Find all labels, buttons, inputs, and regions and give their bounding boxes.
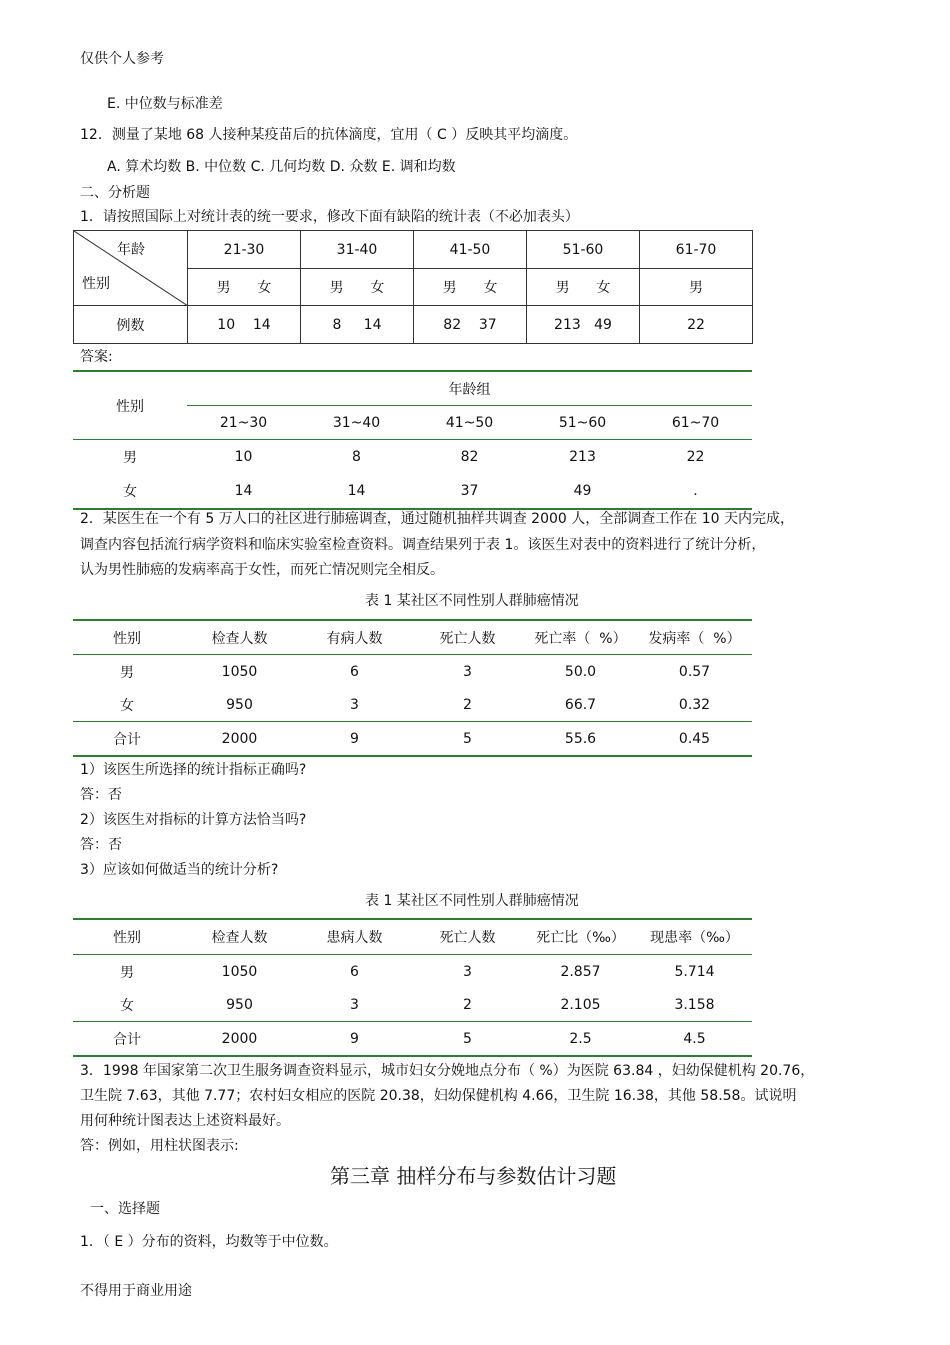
value-cell: 0.45 bbox=[637, 722, 752, 757]
sex-header-cell: 男 女 bbox=[414, 269, 527, 306]
page-header: 仅供个人参考 bbox=[80, 51, 164, 67]
age-header-cell: 31~40 bbox=[300, 406, 413, 440]
value-cell: 0.57 bbox=[678, 663, 711, 680]
age-header-cell: 31-40 bbox=[301, 231, 414, 269]
answer-label: 答案: bbox=[80, 349, 113, 365]
corner-top-label: 年龄 bbox=[117, 242, 145, 258]
analysis-question-2-line3: 认为男性肺癌的发病率高于女性，而死亡情况则完全相反。 bbox=[80, 562, 444, 578]
value-cell: 50.0 bbox=[564, 663, 597, 680]
value-cell: 4.5 bbox=[637, 1022, 752, 1057]
value-cell: 2.857 bbox=[560, 963, 601, 980]
count-cell: 8 14 bbox=[301, 306, 414, 344]
row-label-cell: 女 bbox=[73, 688, 181, 722]
value-cell: 6 bbox=[350, 963, 359, 980]
sex-header: 性别 bbox=[73, 371, 187, 440]
row-label-cell: 男 bbox=[120, 964, 134, 981]
value-cell: 2000 bbox=[181, 722, 298, 757]
section-analysis-heading: 二、分析题 bbox=[80, 185, 150, 201]
chapter-title: 第三章 抽样分布与参数估计习题 bbox=[330, 1164, 617, 1188]
value-cell: 5 bbox=[411, 1022, 524, 1057]
sex-header-cell: 男 女 bbox=[188, 269, 301, 306]
value-cell: 2 bbox=[411, 988, 524, 1022]
sub-answer-2: 答：否 bbox=[80, 837, 122, 853]
age-header-cell: 21~30 bbox=[187, 406, 300, 440]
value-cell: 22 bbox=[686, 449, 705, 465]
value-cell: 6 bbox=[350, 663, 359, 680]
column-header: 检查人数 bbox=[181, 919, 298, 955]
analysis-question-3-line2: 卫生院 7.63，其他 7.77；农村妇女相应的医院 20.38，妇幼保健机构 4.66，卫生院 16.38，其他 58.58。试说明 bbox=[80, 1088, 797, 1104]
value-cell: 9 bbox=[298, 722, 411, 757]
value-cell: 5.714 bbox=[674, 963, 715, 980]
column-header: 死亡率（ %） bbox=[524, 620, 637, 655]
sub-question-1: 1）该医生所选择的统计指标正确吗? bbox=[80, 762, 307, 778]
value-cell: 213 bbox=[569, 449, 596, 465]
value-cell: 2 bbox=[411, 688, 524, 722]
value-cell: 37 bbox=[413, 474, 526, 509]
value-cell: 3 bbox=[298, 688, 411, 722]
age-header-cell: 21-30 bbox=[188, 231, 301, 269]
table-caption: 表 1 某社区不同性别人群肺癌情况 bbox=[365, 893, 579, 909]
value-cell: 5 bbox=[411, 722, 524, 757]
sub-answer-1: 答：否 bbox=[80, 787, 122, 803]
analysis-question-2-line2: 调查内容包括流行病学资料和临床实验室检查资料。调查结果列于表 1。该医生对表中的资料进行了统计分析， bbox=[80, 537, 766, 553]
flawed-stat-table bbox=[73, 230, 753, 344]
column-header: 死亡人数 bbox=[411, 620, 524, 655]
row-label-cell: 女 bbox=[73, 474, 187, 509]
row-label-cell: 例数 bbox=[74, 306, 188, 344]
column-header: 死亡比（‰） bbox=[524, 919, 637, 955]
age-header-cell: 51-60 bbox=[527, 231, 640, 269]
count-cell: 22 bbox=[640, 306, 753, 344]
value-cell: 9 bbox=[298, 1022, 411, 1057]
value-cell: 2.105 bbox=[524, 988, 637, 1022]
count-cell: 82 37 bbox=[414, 306, 527, 344]
diagonal-header-cell bbox=[74, 231, 188, 306]
value-cell: . bbox=[639, 474, 752, 509]
column-header: 检查人数 bbox=[181, 620, 298, 655]
analysis-question-1: 1．请按照国际上对统计表的统一要求，修改下面有缺陷的统计表（不必加表头） bbox=[80, 209, 579, 225]
sub-question-3: 3）应该如何做适当的统计分析? bbox=[80, 862, 279, 878]
row-label-cell: 男 bbox=[120, 664, 134, 681]
value-cell: 3.158 bbox=[637, 988, 752, 1022]
value-cell: 950 bbox=[181, 988, 298, 1022]
analysis-question-2-line1: 2．某医生在一个有 5 万人口的社区进行肺癌调查，通过随机抽样共调查 2000 人，全部调查工作在 10 天内完成， bbox=[80, 511, 794, 527]
row-label-cell: 男 bbox=[123, 450, 137, 466]
corner-bottom-label: 性别 bbox=[82, 276, 110, 292]
age-header-cell: 61-70 bbox=[640, 231, 753, 269]
lung-cancer-table-corrected bbox=[73, 918, 752, 1057]
sex-header-cell: 男 bbox=[640, 269, 753, 306]
count-cell: 10 14 bbox=[188, 306, 301, 344]
age-header-cell: 51~60 bbox=[526, 406, 639, 440]
question-12: 12．测量了某地 68 人接种某疫苗后的抗体滴度，宜用（ C ）反映其平均滴度。 bbox=[80, 127, 578, 143]
analysis-question-3-line1: 3．1998 年国家第二次卫生服务调查资料显示，城市妇女分娩地点分布（ %）为医院 63.84 ，妇幼保健机构 20.76， bbox=[80, 1063, 815, 1079]
value-cell: 3 bbox=[298, 988, 411, 1022]
sub-question-2: 2）该医生对指标的计算方法恰当吗? bbox=[80, 812, 307, 828]
value-cell: 2000 bbox=[181, 1022, 298, 1057]
lung-cancer-table-original bbox=[73, 619, 752, 757]
choice-question-1: 1．（ E ）分布的资料，均数等于中位数。 bbox=[80, 1234, 338, 1250]
question-12-options: A. 算术均数 B. 中位数 C. 几何均数 D. 众数 E. 调和均数 bbox=[107, 159, 456, 175]
page-footer: 不得用于商业用途 bbox=[80, 1283, 192, 1299]
value-cell: 950 bbox=[181, 688, 298, 722]
age-header-cell: 41-50 bbox=[414, 231, 527, 269]
section-choice-heading: 一、选择题 bbox=[90, 1201, 160, 1217]
column-header: 患病人数 bbox=[298, 919, 411, 955]
value-cell: 14 bbox=[300, 474, 413, 509]
total-label-cell: 合计 bbox=[73, 722, 181, 757]
column-header: 性别 bbox=[73, 919, 181, 955]
value-cell: 3 bbox=[463, 663, 472, 680]
row-label-cell: 女 bbox=[73, 988, 181, 1022]
total-label-cell: 合计 bbox=[73, 1022, 181, 1057]
age-header-cell: 41~50 bbox=[413, 406, 526, 440]
value-cell: 49 bbox=[526, 474, 639, 509]
value-cell: 1050 bbox=[221, 663, 258, 680]
count-cell: 213 49 bbox=[527, 306, 640, 344]
sex-header-cell: 男 女 bbox=[301, 269, 414, 306]
value-cell: 66.7 bbox=[524, 688, 637, 722]
value-cell: 14 bbox=[187, 474, 300, 509]
value-cell: 10 bbox=[234, 449, 253, 465]
value-cell: 82 bbox=[460, 449, 479, 465]
corrected-stat-table bbox=[73, 370, 752, 510]
table-caption: 表 1 某社区不同性别人群肺癌情况 bbox=[365, 593, 579, 609]
analysis-question-3-line3: 用何种统计图表达上述资料最好。 bbox=[80, 1113, 290, 1129]
value-cell: 55.6 bbox=[524, 722, 637, 757]
value-cell: 2.5 bbox=[524, 1022, 637, 1057]
age-header-cell: 61~70 bbox=[639, 406, 752, 440]
value-cell: 8 bbox=[352, 449, 361, 465]
value-cell: 3 bbox=[463, 963, 472, 980]
column-header: 性别 bbox=[73, 620, 181, 655]
sex-header-cell: 男 女 bbox=[527, 269, 640, 306]
column-header: 现患率（‰） bbox=[637, 919, 752, 955]
column-header: 死亡人数 bbox=[411, 919, 524, 955]
option-e-line: E. 中位数与标准差 bbox=[107, 96, 223, 112]
column-header: 发病率（ %） bbox=[637, 620, 752, 655]
age-group-header: 年龄组 bbox=[187, 371, 752, 406]
value-cell: 0.32 bbox=[637, 688, 752, 722]
analysis-answer-3: 答：例如，用柱状图表示: bbox=[80, 1138, 239, 1154]
value-cell: 1050 bbox=[221, 963, 258, 980]
column-header: 有病人数 bbox=[298, 620, 411, 655]
